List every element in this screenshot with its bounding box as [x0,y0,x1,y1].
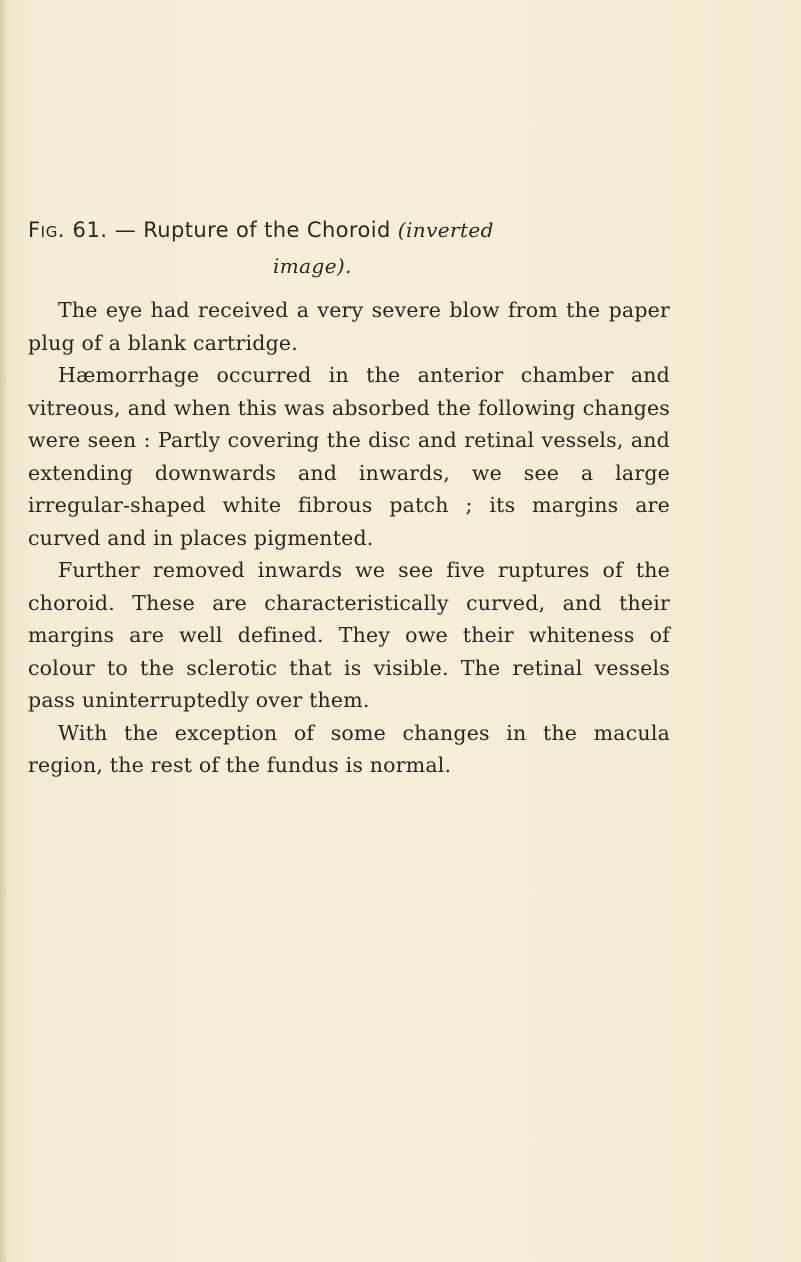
paragraph-2: Hæmorrhage occurred in the anterior chamber and vitreous, and when this was absorbed the following changes were seen : Partly covering the disc and retinal vessels, and extending downwards and inwards, we see a large irregular-shaped white fibrous patch ; its margins are curved and in places pigmented. [28,363,670,550]
caption-note-line2: image). [273,254,352,278]
figure-caption [28,212,670,284]
paragraph-1: The eye had received a very severe blow from the paper plug of a blank cartridge. [28,298,670,355]
caption-title: Rupture of the Choroid [143,218,391,242]
paragraph-3: Further removed inwards we see five ruptures of the choroid. These are characteristically curved, and their margins are well defined. They owe their whiteness of colour to the sclerotic that is visible. The retinal vessels pass uninterruptedly over them. [28,558,670,712]
paragraph-4: With the exception of some changes in the macula region, the rest of the fundus is normal. [28,720,670,777]
caption-note-line1: (inverted [397,218,494,242]
page-gutter [0,0,8,1262]
caption-dash: — [107,218,144,242]
text-block [28,212,670,782]
figure-label: Fig. 61. [28,218,108,242]
